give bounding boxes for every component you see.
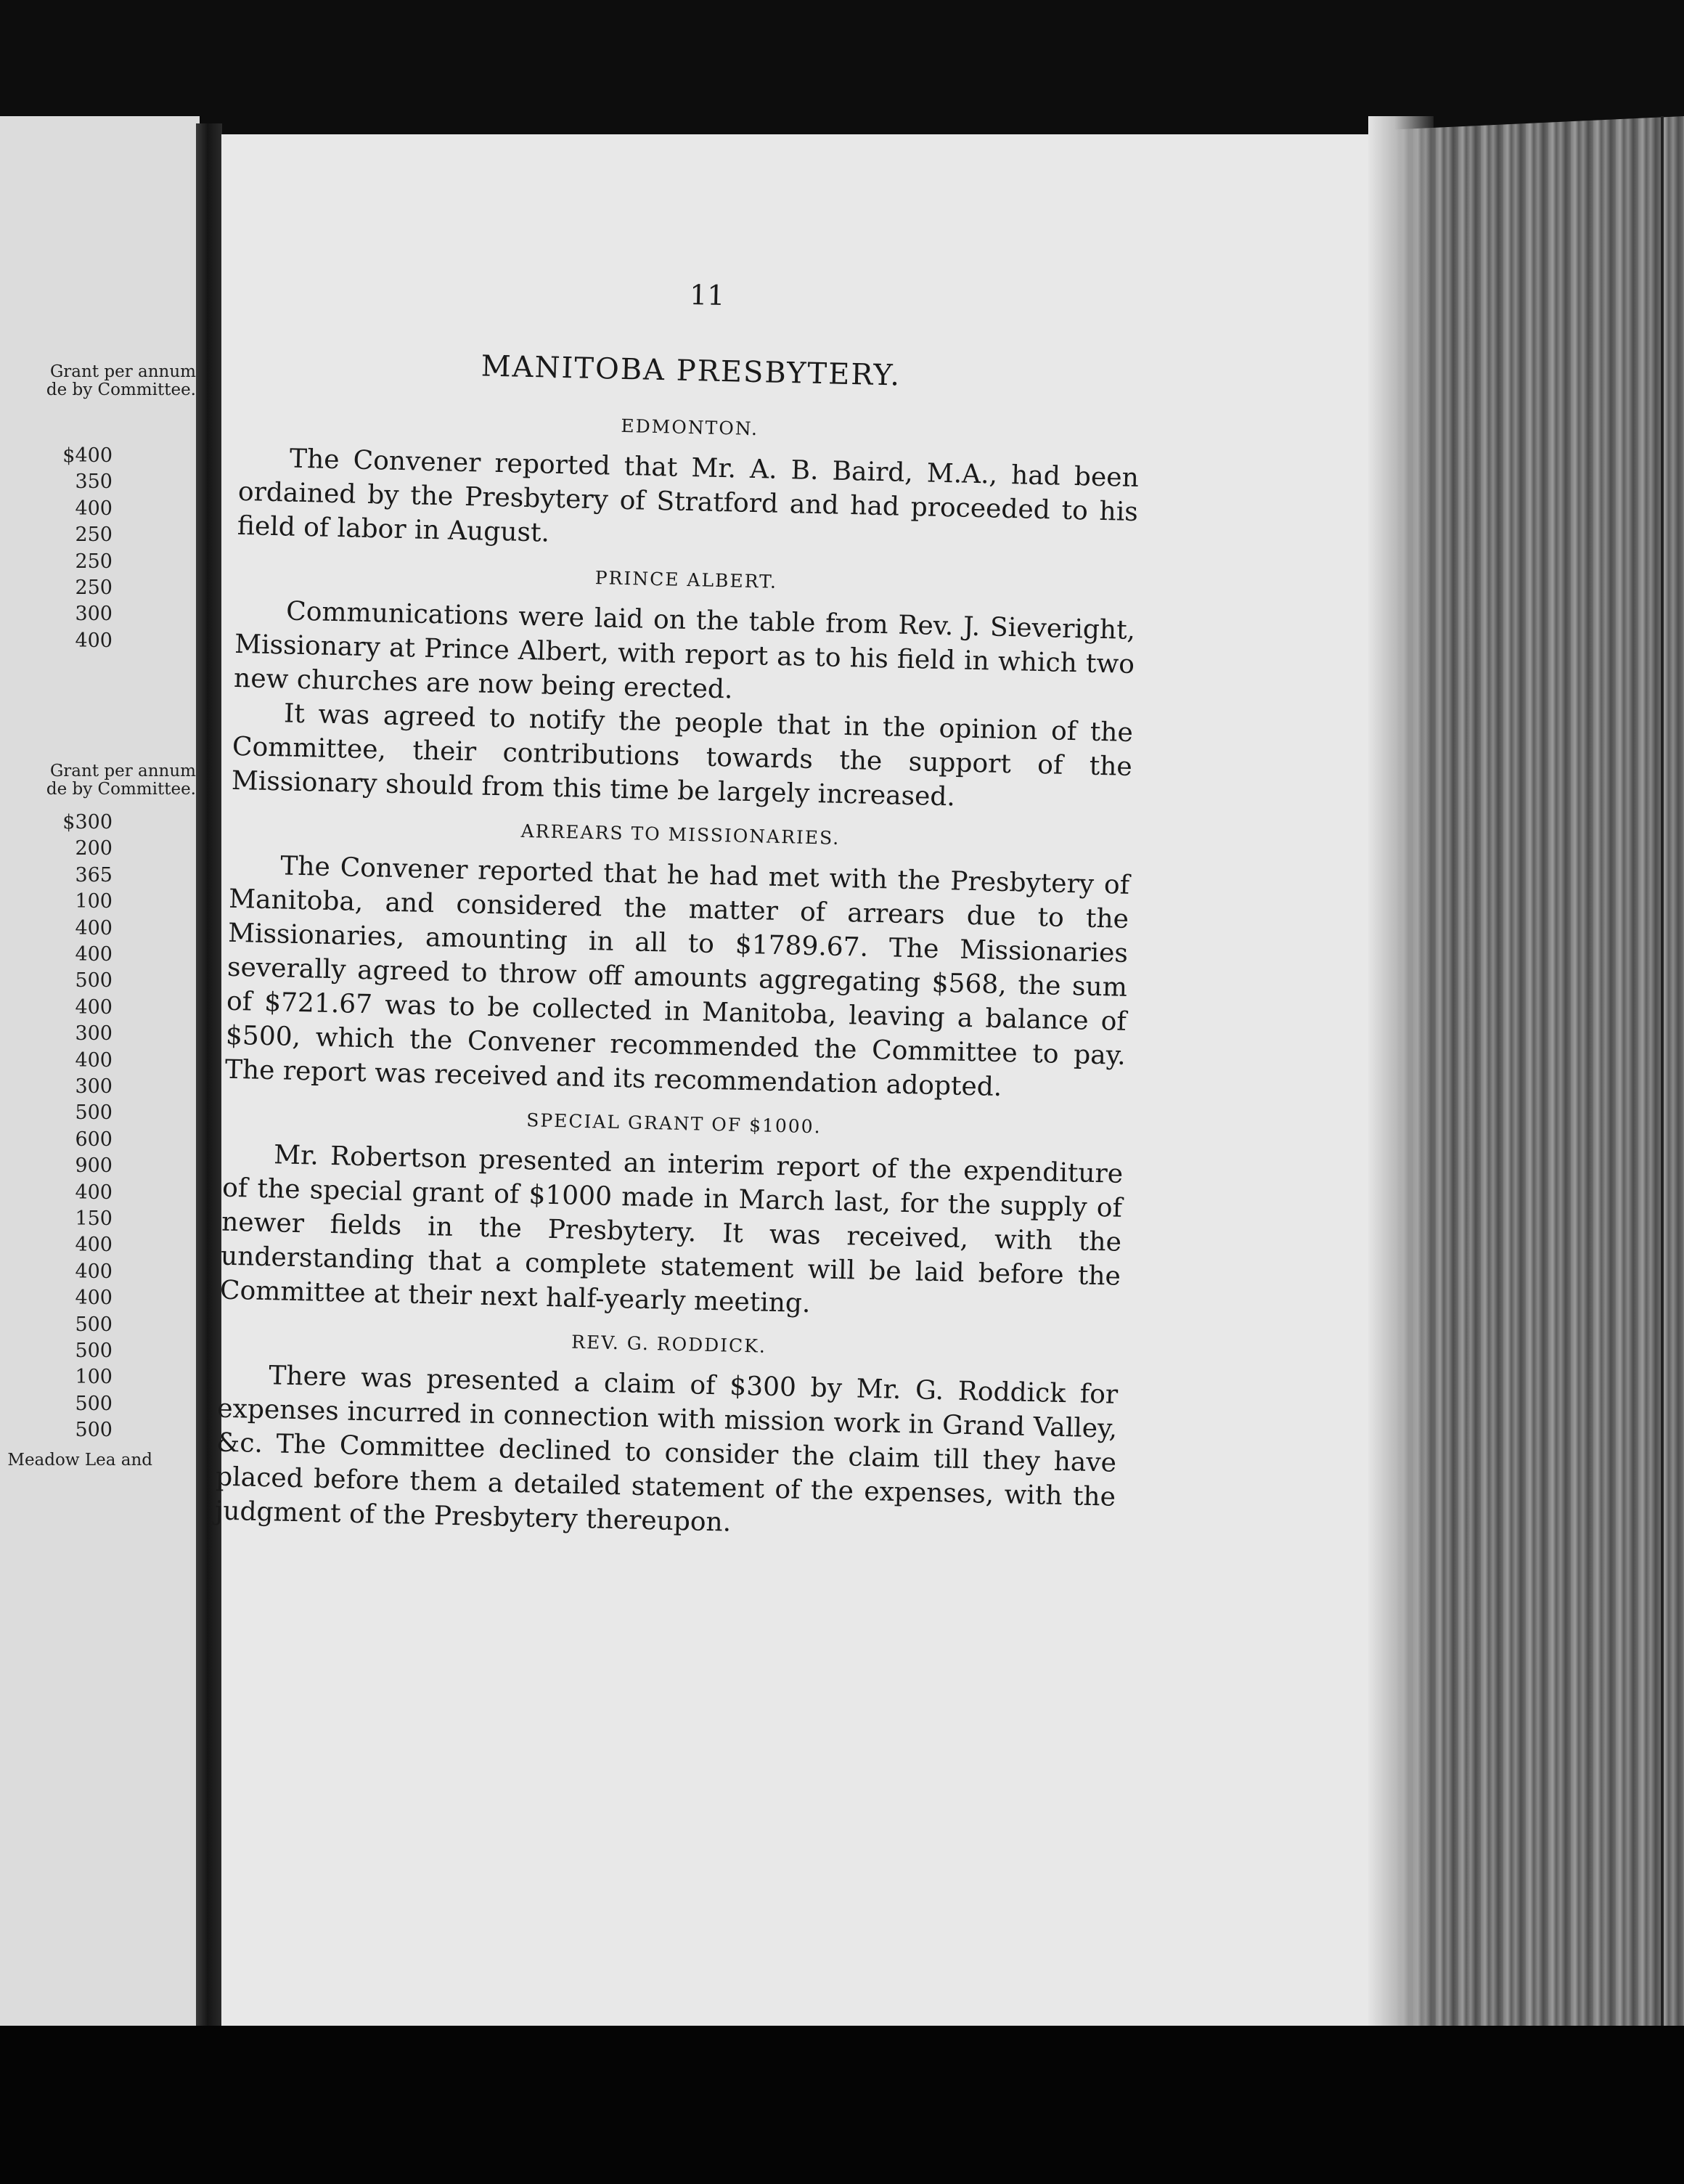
grant-value: 400 bbox=[75, 1181, 113, 1204]
section-heading: SPECIAL GRANT OF $1000. bbox=[526, 1109, 822, 1138]
grant-value: 500 bbox=[75, 1392, 113, 1415]
grant-value: 400 bbox=[75, 916, 113, 940]
grant-value: 400 bbox=[75, 629, 113, 652]
page-title: MANITOBA PRESBYTERY. bbox=[481, 349, 902, 393]
section-paragraph: It was agreed to notify the people that in the opinion of the Committee, their contributions towards the support of the Missionary should from this time be largely increased. bbox=[231, 698, 1134, 812]
grant-value: 500 bbox=[75, 1101, 113, 1125]
grant-value: 500 bbox=[75, 1340, 113, 1362]
section-heading: REV. G. RODDICK. bbox=[571, 1331, 767, 1357]
grant-value: 200 bbox=[75, 837, 113, 860]
grant-value: 400 bbox=[75, 1048, 113, 1072]
section-heading: PRINCE ALBERT. bbox=[594, 567, 778, 592]
grant-value: 250 bbox=[75, 550, 113, 573]
left-page-footer: Meadow Lea and bbox=[7, 1451, 152, 1470]
cover-edge bbox=[1661, 116, 1664, 2026]
grant-value: 400 bbox=[75, 497, 113, 520]
grant-value: 100 bbox=[75, 1366, 113, 1389]
grant-value: 350 bbox=[75, 470, 113, 494]
table1-header-line1: Grant per annum bbox=[49, 362, 196, 381]
grant-value: 500 bbox=[75, 1419, 113, 1442]
grant-value: 100 bbox=[75, 890, 113, 913]
grant-value: 500 bbox=[75, 1313, 113, 1336]
book-gutter bbox=[196, 123, 222, 2026]
sections bbox=[215, 407, 1140, 1549]
section-paragraph: The Convener reported that Mr. A. B. Baird, M.A., had been ordained by the Presbytery of Stratford and had proceeded to his field of labor in August. bbox=[237, 444, 1140, 548]
section-paragraph: Communications were laid on the table from Rev. J. Sieveright, Missionary at Prince Albert, with report as to his field in which two new churches are now being erected. bbox=[233, 596, 1136, 705]
table2-header-line2: de by Committee. bbox=[46, 780, 196, 799]
grant-value: 300 bbox=[75, 1022, 113, 1046]
grant-value: 400 bbox=[75, 995, 113, 1019]
grant-value: 400 bbox=[75, 943, 113, 966]
grant-value: $400 bbox=[62, 444, 113, 467]
grant-value: $300 bbox=[62, 811, 113, 834]
section-heading: EDMONTON. bbox=[621, 415, 759, 440]
grant-value: 300 bbox=[75, 1075, 113, 1098]
grant-value: 400 bbox=[75, 1287, 113, 1310]
section-paragraph: The Convener reported that he had met with the Presbytery of Manitoba, and considered the matter of arrears due to the Missionaries, amounting in all to $1789.67. The Missionaries severally agreed to throw off amounts aggregating $568, the sum of $721.67 was to be collected in Manitoba, leaving a balance of $500, which the Convener recommended the Committee to pay. The report was received and its recommendation adopted. bbox=[224, 851, 1130, 1102]
table1-header-line2: de by Committee. bbox=[46, 380, 196, 399]
grant-value: 900 bbox=[75, 1154, 113, 1178]
grant-value: 300 bbox=[75, 603, 113, 626]
page-edge-shadow bbox=[1368, 116, 1434, 2026]
left-page bbox=[0, 116, 200, 2026]
table2-header-line1: Grant per annum bbox=[49, 762, 196, 781]
grant-value: 365 bbox=[75, 863, 113, 887]
grant-value: 400 bbox=[75, 1260, 113, 1283]
grant-value: 600 bbox=[75, 1128, 113, 1151]
section-paragraph: There was presented a claim of $300 by Mr. G. Roddick for expenses incurred in connection with mission work in Grand Valley, &c. The Committee declined to consider the claim till they have placed before them a detailed statement of the expenses, with the judgment of the Presbytery thereupon. bbox=[214, 1361, 1119, 1538]
grant-value: 500 bbox=[75, 969, 113, 993]
grant-value: 150 bbox=[75, 1207, 113, 1230]
section-heading: ARREARS TO MISSIONARIES. bbox=[520, 820, 841, 849]
section-paragraph: Mr. Robertson presented an interim report of the expenditure of the special grant of $1000 made in March last, for the supply of newer fields in the Presbytery. It was received, with the understanding that a complete statement will be laid before the Committee at their next half-yearly meeting. bbox=[219, 1140, 1124, 1319]
grant-value: 250 bbox=[75, 576, 113, 599]
grant-value: 400 bbox=[75, 1234, 113, 1257]
page-text bbox=[215, 269, 1143, 1549]
page-number: 11 bbox=[689, 278, 726, 312]
grant-value: 250 bbox=[75, 523, 113, 547]
bottom-shadow bbox=[0, 2026, 1684, 2184]
